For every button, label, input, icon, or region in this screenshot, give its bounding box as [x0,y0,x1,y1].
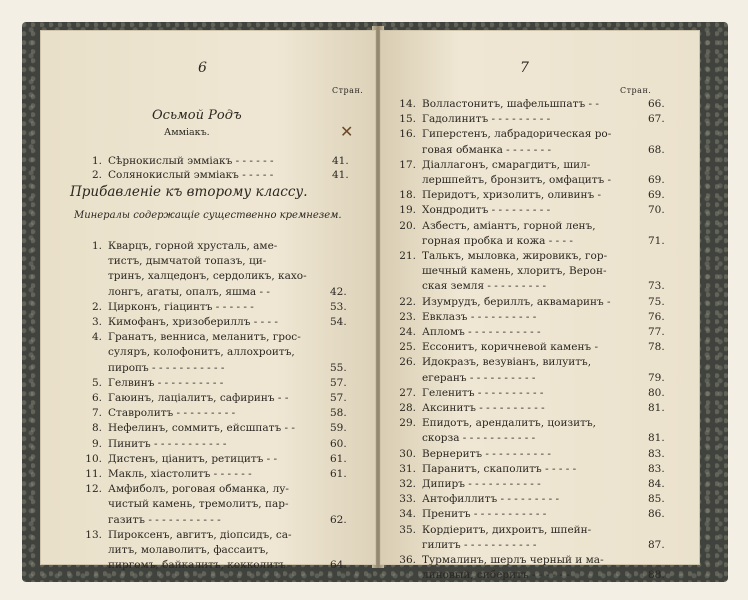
entry-number: 30. [399,447,416,460]
entry-text: Гиперстенъ, лабрадорическая ро- [422,128,612,141]
entry-number: 17. [399,158,416,171]
index-entry [384,235,573,248]
entry-text: Талькъ, мыловка, жировикъ, гор- [422,250,608,262]
entry-text: горная пробка и кожа - - - - [422,234,573,247]
entry-number: 1. [91,240,102,252]
entry-number: 18. [399,189,416,202]
index-entry [64,559,286,572]
entry-page-number: 81. [648,402,665,414]
entry-text: линовый, сиберитъ - - - - - - [422,569,570,582]
entry-page-number: 71. [648,234,665,247]
entry-number: 33. [399,493,416,506]
index-entry [64,286,270,299]
entry-number: 36. [399,554,416,566]
index-entry [64,468,252,481]
entry-text: Геленитъ - - - - - - - - - - [422,386,544,399]
index-entry [384,296,611,309]
entry-text: пиргомъ, байкалитъ, кокколитъ [108,559,286,572]
index-entry [384,554,604,567]
entry-number: 7. [91,407,102,420]
index-entry [384,417,596,430]
entry-text: Солянокислый эммiакъ - - - - - [108,169,274,181]
entry-number: 26. [399,356,416,369]
index-entry [64,422,295,435]
entry-number: 1. [91,155,102,167]
entry-text: лершпейтъ, бронзитъ, омфацитъ - [422,174,612,186]
entry-text: тринъ, халцедонъ, сердоликъ, кахо- [108,270,307,283]
index-entry [64,438,226,451]
entry-text: Сѣрнокислый эммiакъ - - - - - - [108,155,274,167]
index-entry [384,98,599,111]
index-entry [64,514,221,527]
index-entry [384,463,576,476]
genus-subheading: Аммiакъ. [164,127,210,138]
entry-text: Дипиръ - - - - - - - - - - - [422,478,541,490]
entry-number: 2. [91,169,102,181]
entry-number: 9. [91,437,102,450]
entry-text: Гелвинъ - - - - - - - - - - [108,376,224,389]
index-entry [384,448,551,461]
index-entry [64,498,289,511]
entry-text: Пинитъ - - - - - - - - - - - [108,437,227,450]
index-entry [384,265,607,278]
index-entry [384,432,535,445]
entry-page-number: 68. [648,143,665,156]
index-entry [384,569,570,582]
entry-number: 27. [399,386,416,399]
entry-text: газитъ - - - - - - - - - - - [108,513,221,526]
index-entry [384,341,598,354]
index-entry [384,372,535,385]
entry-number: 28. [399,402,416,414]
index-entry [384,113,550,126]
entry-page-number: 77. [648,326,665,338]
entry-number: 8. [91,422,102,435]
margin-mark: ✕ [340,122,354,141]
entry-text: Вернеритъ - - - - - - - - - - [422,447,551,460]
entry-text: Цирконъ, гiацинтъ - - - - - - [108,300,254,313]
entry-text: Пренитъ - - - - - - - - - - - [422,508,547,521]
entry-text: Ессонитъ, коричневой каменъ - [422,341,599,354]
entry-number: 11. [85,468,102,480]
entry-page-number: 62. [330,513,347,526]
appendix-title: Прибавленiе къ второму классу. [70,184,308,200]
entry-text: лонгъ, агаты, опалъ, яшма - - [108,285,270,298]
entry-number: 21. [399,250,416,262]
index-entry [64,270,307,283]
index-entry [64,392,288,405]
entry-page-number: 83. [648,462,665,475]
entry-page-number: 57. [330,376,347,389]
index-entry [64,301,254,314]
entry-page-number: 79. [648,371,665,384]
entry-number: 24. [399,326,416,338]
entry-text: ская земля - - - - - - - - - [422,280,547,293]
appendix-subtitle: Минералы содержащiе существенно кремнезем. [74,210,342,221]
entry-number: 12. [85,483,102,496]
index-entry [64,362,224,375]
index-entry [64,255,266,268]
index-entry [64,316,278,329]
right-page [380,30,700,582]
entry-number: 20. [399,219,416,232]
entry-number: 10. [85,452,102,465]
entry-page-number: 87. [648,538,665,551]
entry-page-number: 60. [330,437,347,450]
entry-page-number: 55. [330,361,347,374]
entry-text: Идокразъ, везувiанъ, вилуитъ, [422,356,592,369]
entry-number: 14. [399,98,416,110]
entry-page-number: 41. [332,169,349,181]
entry-page-number: 54. [330,316,347,328]
entry-page-number: 75. [648,295,665,308]
entry-number: 6. [91,392,102,404]
entry-text: Гадолинитъ - - - - - - - - - [422,113,551,126]
index-entry [384,478,541,491]
entry-page-number: 70. [648,204,665,217]
entry-number: 29. [399,417,416,430]
index-entry [384,189,601,202]
entry-text: Макль, хiастолитъ - - - - - - [108,468,252,480]
entry-number: 34. [399,508,416,521]
entry-page-number: 69. [648,174,665,186]
entry-text: Кимофанъ, хризобериллъ - - - - [108,316,278,328]
entry-page-number: 66. [648,98,665,110]
entry-text: Кварцъ, горной хрусталь, аме- [108,240,278,252]
entry-text: Евклазъ - - - - - - - - - - [422,310,537,323]
index-entry [384,174,611,187]
entry-page-number: 67. [648,113,665,126]
entry-text: Пироксенъ, авгитъ, дiопсидъ, са- [108,528,292,541]
entry-text: егеранъ - - - - - - - - - - [422,371,536,384]
entry-page-number: 80. [648,386,665,399]
index-entry [384,280,546,293]
index-entry [384,402,545,415]
index-entry [64,155,274,168]
entry-number: 31. [399,462,416,475]
entry-number: 25. [399,341,416,354]
page-number: 6 [198,60,207,76]
index-entry [384,311,536,324]
page-number: 7 [520,60,529,76]
entry-page-number: 84. [648,478,665,490]
entry-text: Гранатъ, венниса, меланитъ, грос- [108,331,301,344]
entry-page-number: 41. [332,155,349,167]
entry-text: Аксинитъ - - - - - - - - - - [422,402,545,414]
entry-number: 19. [399,204,416,217]
index-entry [384,524,591,537]
index-entry [384,356,591,369]
entry-text: чистый камень, тремолитъ, пар- [108,498,289,511]
index-entry [384,204,550,217]
entry-text: шечный камень, хлоритъ, Верон- [422,265,607,278]
entry-number: 35. [399,523,416,536]
entry-number: 13. [85,528,102,541]
entry-page-number: 83. [648,447,665,460]
entry-text: Антофиллитъ - - - - - - - - - [422,493,560,506]
genus-heading: Осьмой Родъ [152,108,242,123]
index-entry [64,453,277,466]
index-entry [384,144,551,157]
column-header: Стран. [332,86,364,95]
entry-page-number: 76. [648,310,665,323]
entry-page-number: 85. [648,493,665,506]
entry-page-number: 64. [330,559,347,572]
entry-page-number: 73. [648,280,665,293]
entry-page-number: 78. [648,341,665,354]
entry-page-number: 81. [648,432,665,445]
entry-text: Амфиболъ, роговая обманка, лу- [108,483,289,496]
entry-page-number: 59. [330,422,347,435]
entry-text: скорза - - - - - - - - - - - [422,432,536,445]
entry-text: пиропъ - - - - - - - - - - - [108,361,225,374]
entry-page-number: 53. [330,300,347,313]
index-entry [64,240,277,253]
index-entry [384,220,596,233]
index-entry [64,346,295,359]
index-entry [384,508,546,521]
entry-page-number: 57. [330,392,347,404]
entry-text: литъ, молаволитъ, фассаитъ, [108,544,269,556]
index-entry [384,159,590,172]
entry-number: 32. [399,478,416,490]
index-entry [384,326,541,339]
index-entry [64,529,292,542]
entry-number: 4. [91,331,102,344]
entry-text: Хондродитъ - - - - - - - - - [422,204,551,217]
entry-number: 23. [399,310,416,323]
entry-number: 16. [399,128,416,141]
index-entry [64,544,269,557]
index-entry [384,493,559,506]
entry-text: Ставролитъ - - - - - - - - - [108,407,236,420]
entry-text: Перидотъ, хризолитъ, оливинъ - [422,189,602,202]
entry-number: 3. [91,316,102,328]
entry-text: суляръ, колофонитъ, аллохроитъ, [108,346,295,359]
entry-text: Дiаллагонъ, смарагдитъ, шил- [422,158,591,171]
entry-text: Волластонитъ, шафельшпатъ - - [422,98,599,110]
entry-number: 2. [91,300,102,313]
index-entry [64,483,289,496]
entry-text: Епидотъ, арендалитъ, цоизитъ, [422,417,596,430]
index-entry [64,407,235,420]
entry-page-number: 42. [330,285,347,298]
entry-text: Дистенъ, цiанитъ, ретицитъ - - [108,452,278,465]
entry-text: Турмалинъ, шерлъ черный и ма- [422,554,604,566]
index-entry [64,169,273,182]
index-entry [384,128,611,141]
entry-number: 5. [91,376,102,389]
index-entry [64,377,223,390]
entry-text: тистъ, дымчатой топазъ, ци- [108,255,267,268]
entry-page-number: 61. [330,452,347,465]
entry-page-number: 69. [648,189,665,202]
entry-text: гилитъ - - - - - - - - - - - [422,538,537,551]
index-entry [384,387,543,400]
entry-text: Паранитъ, скаполитъ - - - - - [422,462,577,475]
entry-number: 15. [399,113,416,126]
entry-page-number: 86. [648,508,665,521]
left-page [40,30,376,572]
index-entry [384,539,536,552]
entry-page-number: 61. [330,468,347,480]
entry-text: Изумрудъ, бериллъ, аквамаринъ - [422,295,611,308]
index-entry [64,331,301,344]
entry-number: 22. [399,295,416,308]
entry-text: Азбестъ, амiантъ, горной ленъ, [422,219,596,232]
entry-text: Нефелинъ, соммитъ, ейсшпатъ - - [108,422,295,435]
entry-page-number: 58. [330,407,347,420]
entry-page-number: 88. [648,569,665,582]
entry-text: говая обманка - - - - - - - [422,143,552,156]
column-header: Стран. [620,86,652,95]
index-entry [384,250,607,263]
entry-text: Кордiеритъ, дихроитъ, шпейн- [422,523,592,536]
entry-text: Апломъ - - - - - - - - - - - [422,326,541,338]
entry-text: Гаюинъ, лацiалитъ, сафиринъ - - [108,392,289,404]
